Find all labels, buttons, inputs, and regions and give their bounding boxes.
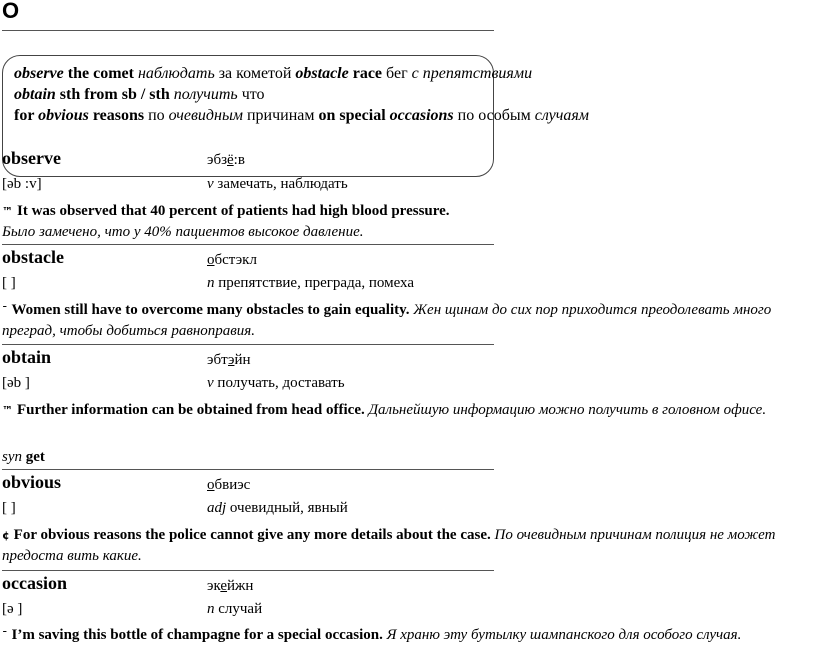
collocation-part: бег [386, 65, 412, 82]
entry-divider [2, 244, 494, 245]
collocation-part: по особым [453, 107, 535, 124]
entry-transcription: эбзё:в [207, 152, 245, 168]
collocation-part: с препятствиями [411, 65, 533, 82]
entry-ipa: [ə ] [2, 601, 23, 617]
collocation-part: получить [173, 86, 238, 103]
entry-definition: v получать, доставать [207, 375, 345, 391]
entry-synonym: syn get [2, 449, 45, 465]
entry-ipa: [əb :v] [2, 176, 42, 192]
collocation-line [14, 107, 589, 125]
collocation-part [14, 86, 56, 103]
entry-word: occasion [2, 573, 67, 593]
entry-divider [2, 469, 494, 470]
entry-transcription: экейжн [207, 578, 254, 594]
collocation-part [295, 65, 348, 82]
collocation-part: по [148, 107, 169, 124]
collocation-part: наблюдать [137, 65, 215, 82]
collocation-part: случаям [534, 107, 589, 124]
collocation-line [14, 65, 532, 83]
entry-transcription: эбтэйн [207, 352, 251, 368]
entry-ipa: [əb ] [2, 375, 30, 391]
entry-example: ™ Further information can be obtained from head office. Дальнейшую информацию можно получить в головном офисе. [2, 402, 767, 418]
collocation-part [14, 65, 64, 82]
collocation-part: the comet [63, 65, 138, 82]
collocation-line [14, 86, 265, 104]
collocation-part-text: observe [14, 65, 64, 82]
entry-word: obtain [2, 347, 52, 367]
collocation-part-text: obvious [38, 107, 89, 124]
collocation-part [38, 107, 89, 124]
entry-example: ¯ Women still have to overcome many obstacles to gain equality. Жен щинам до сих пор приходится преодолевать много преград, чтобы добиться равноправия. [2, 302, 772, 339]
entry-divider [2, 570, 494, 571]
title-divider [2, 30, 494, 31]
entry-definition: adj очевидный, явный [207, 500, 348, 516]
entry-transcription: обстэкл [207, 252, 257, 268]
entry-word: obstacle [2, 247, 64, 267]
entry-definition: v замечать, наблюдать [207, 176, 348, 192]
entry-definition: n препятствие, преграда, помеха [207, 275, 415, 291]
collocation-part: за кометой [214, 65, 296, 82]
collocation-part [390, 107, 454, 124]
collocation-part-text: obtain [14, 86, 56, 103]
collocation-part: for [14, 107, 39, 124]
entry-word: obvious [2, 472, 62, 492]
collocation-part: reasons [88, 107, 149, 124]
collocation-part: on special [318, 107, 390, 124]
entry-example: ¯ I’m saving this bottle of champagne for a special occasion. Я храню эту бутылку шампанского для особого случая. [2, 627, 742, 643]
entry-word: observe [2, 148, 61, 168]
entry-example: ¢ For obvious reasons the police cannot give any more details about the case. По очевидным причинам полиция не может предоста вить какие. [2, 527, 776, 564]
entry-ipa: [ ] [2, 275, 16, 291]
collocation-part-text: occasions [389, 107, 454, 124]
collocation-part: race [348, 65, 387, 82]
collocation-part: что [237, 86, 265, 103]
collocation-part: очевидным [168, 107, 243, 124]
entry-definition: n случай [207, 601, 263, 617]
collocation-part: sth from sb / sth [55, 86, 174, 103]
collocation-part: причинам [242, 107, 319, 124]
entry-divider [2, 344, 494, 345]
entry-ipa: [ ] [2, 500, 16, 516]
section-letter: O [2, 0, 20, 23]
entry-example: ™ It was observed that 40 percent of patients had high blood pressure. Было замечено, что у 40% пациентов высокое давление. [2, 203, 450, 240]
collocation-part-text: obstacle [295, 65, 349, 82]
entry-transcription: обвиэс [207, 477, 251, 493]
